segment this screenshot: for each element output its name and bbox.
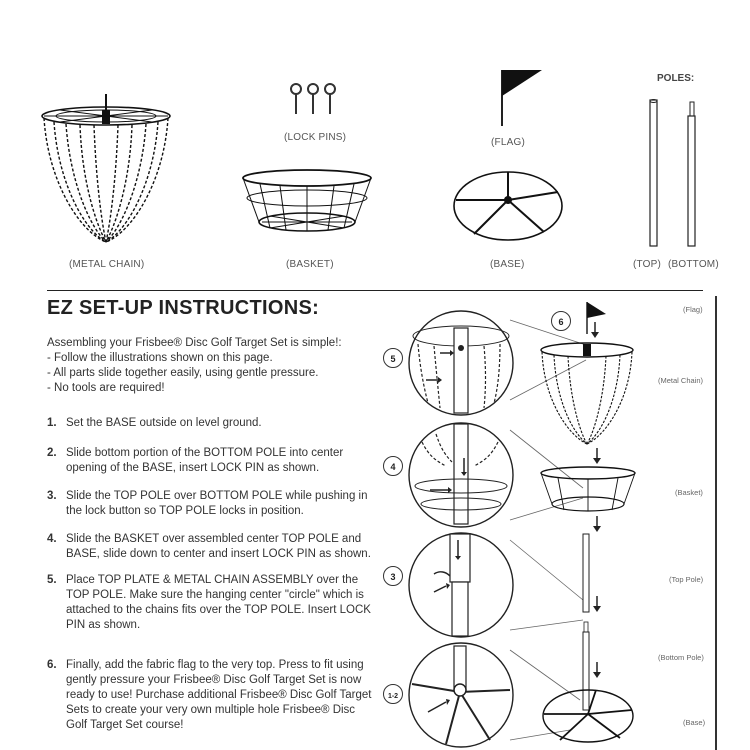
step-number: 4.: [47, 533, 57, 545]
lock-pins-label: (LOCK PINS): [284, 132, 347, 143]
poles-title: POLES:: [657, 73, 695, 84]
step-text: Set the BASE outside on level ground.: [66, 417, 262, 429]
arrow-down-icon: [592, 662, 602, 678]
assembly-basket: [538, 466, 638, 522]
assembly-base: [540, 684, 636, 750]
flag-label: (FLAG): [491, 137, 525, 148]
bottom-pole-label: (BOTTOM): [668, 259, 719, 270]
arrow-down-icon: [590, 322, 600, 338]
step-number: 1.: [47, 417, 57, 429]
diagram-label-top-pole: (Top Pole): [669, 575, 704, 584]
step-number: 6.: [47, 659, 57, 671]
step-number: 2.: [47, 447, 57, 459]
arrow-down-icon: [592, 596, 602, 612]
badge-number: 3: [390, 572, 396, 582]
intro-line: - No tools are required!: [47, 382, 165, 394]
step-text: Slide the BASKET over assembled center TOP POLE and BASE, slide down to center and insert LOCK PIN as shown.: [66, 533, 371, 560]
diagram-label-base: (Base): [683, 718, 706, 727]
assembly-top-pole: [580, 532, 592, 614]
diagram-label-metal-chain: (Metal Chain): [658, 376, 704, 385]
badge-number: 6: [558, 317, 564, 327]
step-text: Place TOP PLATE & METAL CHAIN ASSEMBLY over the TOP POLE. Make sure the hanging center "circle" which is attached to the chains fits over the TOP POLE. Insert LOCK PIN as shown.: [66, 574, 371, 631]
basket-label: (BASKET): [286, 259, 334, 270]
step-text: Slide bottom portion of the BOTTOM POLE into center opening of the BASE, insert LOCK PIN as shown.: [66, 447, 344, 474]
step-text: Slide the TOP POLE over BOTTOM POLE while pushing in the lock button so TOP POLE locks in position.: [66, 490, 368, 517]
intro-line: - Follow the illustrations shown on this page.: [47, 352, 273, 364]
diagram-label-bottom-pole: (Bottom Pole): [658, 653, 704, 662]
diagram-label-basket: (Basket): [675, 488, 703, 497]
step-number: 5.: [47, 574, 57, 586]
assembly-chain: [538, 340, 636, 452]
instructions-title: EZ SET-UP INSTRUCTIONS:: [47, 297, 320, 319]
step-number: 3.: [47, 490, 57, 502]
badge-number: 1-2: [387, 693, 399, 700]
badge-number: 5: [390, 354, 396, 364]
arrow-down-icon: [592, 448, 602, 464]
metal-chain-label: (METAL CHAIN): [69, 259, 145, 270]
intro-line: Assembling your Frisbee® Disc Golf Target Set is simple!:: [47, 337, 342, 349]
diagram-label-flag: (Flag): [683, 305, 703, 314]
base-label: (BASE): [490, 259, 525, 270]
step-text: Finally, add the fabric flag to the very top. Press to fit using gently pressure your Frisbee® Disc Golf Target Set is now ready to use! Purchase additional Frisbee® Disc Golf Target Sets to create your very own multiple hole Frisbee® Disc Golf Target Set course!: [66, 659, 372, 731]
arrow-down-icon: [592, 516, 602, 532]
intro-line: - All parts slide together easily, using gentle pressure.: [47, 367, 319, 379]
badge-number: 4: [390, 462, 396, 472]
top-pole-label: (TOP): [633, 259, 662, 270]
